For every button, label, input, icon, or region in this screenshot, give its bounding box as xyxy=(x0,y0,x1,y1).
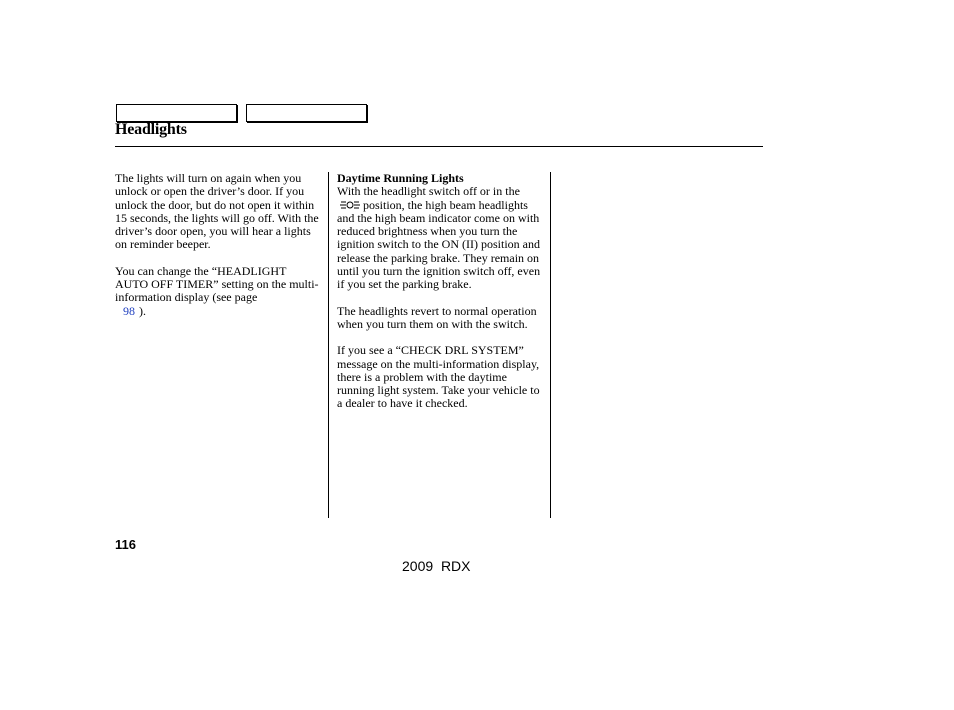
nav-tab-1[interactable] xyxy=(116,104,237,122)
left-paragraph-2 xyxy=(115,265,320,318)
model-year: 2009 xyxy=(402,558,434,574)
title-divider xyxy=(115,146,763,147)
left-paragraph-1: The lights will turn on again when you unlock or open the driver’s door. If you unlock the door, but do not open it within 15 seconds, the lights will go off. With the driver’s door open, you will hear a lights on reminder beeper. xyxy=(115,171,319,252)
parking-light-icon xyxy=(339,200,361,210)
model-label xyxy=(402,558,471,574)
left-paragraph-2-text: You can change the “HEADLIGHT AUTO OFF TIMER” setting on the multi-information display (see page xyxy=(115,263,319,305)
middle-paragraph-3: If you see a “CHECK DRL SYSTEM” message on the multi-information display, there is a problem with the daytime running light system. Take your vehicle to a dealer to have it checked. xyxy=(337,343,540,411)
middle-paragraph-1-end: position, the high beam headlights and the high beam indicator come on with reduced brightness when you turn the ignition switch to the ON (II) position and release the parking brake. They remain on until you turn the ignition switch off, even if you set the parking brake. xyxy=(337,197,541,292)
page-link-98[interactable]: 98 xyxy=(123,303,135,318)
column-divider-2 xyxy=(550,172,551,518)
section-title: Headlights xyxy=(115,121,187,138)
middle-paragraph-1-start: With the headlight switch off or in the xyxy=(337,184,520,199)
column-divider-1 xyxy=(328,172,329,518)
left-paragraph-2-end: ). xyxy=(139,303,146,318)
middle-paragraph-1 xyxy=(337,172,542,292)
nav-tab-2[interactable] xyxy=(246,104,367,122)
model-name: RDX xyxy=(440,558,471,574)
drl-subheading: Daytime Running Lights xyxy=(337,171,464,185)
page-number: 116 xyxy=(115,537,136,552)
middle-paragraph-2: The headlights revert to normal operation when you turn them on with the switch. xyxy=(337,303,537,331)
left-column xyxy=(115,172,320,331)
middle-column xyxy=(337,172,542,424)
